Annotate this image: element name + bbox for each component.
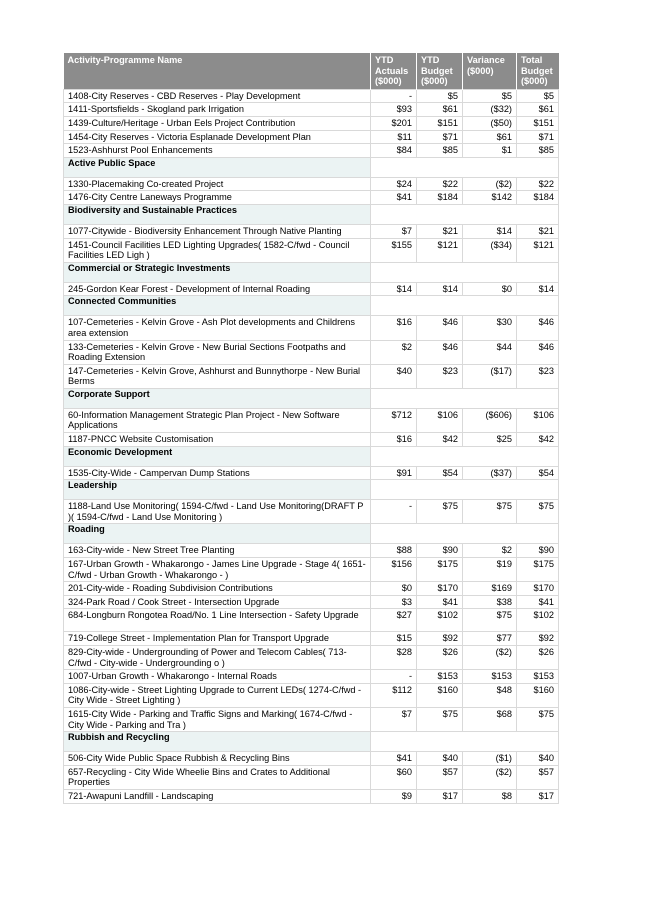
total-budget-cell: $75 bbox=[517, 707, 559, 731]
table-row bbox=[64, 558, 559, 582]
ytd-budget-cell: $17 bbox=[417, 789, 463, 803]
total-budget-cell: $92 bbox=[517, 632, 559, 646]
activity-name-cell: 1535-City-Wide - Campervan Dump Stations bbox=[64, 466, 371, 480]
variance-cell: ($17) bbox=[463, 364, 517, 388]
table-row bbox=[64, 144, 559, 158]
total-budget-cell: $57 bbox=[517, 765, 559, 789]
category-blank-cell bbox=[371, 446, 559, 466]
ytd-budget-cell: $54 bbox=[417, 466, 463, 480]
variance-cell: $0 bbox=[463, 282, 517, 296]
table-row bbox=[64, 646, 559, 670]
table-body bbox=[64, 89, 559, 803]
ytd-budget-cell: $21 bbox=[417, 224, 463, 238]
ytd-actuals-cell: $3 bbox=[371, 595, 417, 609]
total-budget-cell: $46 bbox=[517, 316, 559, 340]
table-row bbox=[64, 282, 559, 296]
table-row bbox=[64, 177, 559, 191]
ytd-actuals-cell: $7 bbox=[371, 224, 417, 238]
activity-name-cell: 657-Recycling - City Wide Wheelie Bins and Crates to Additional Properties bbox=[64, 765, 371, 789]
table-row bbox=[64, 340, 559, 364]
variance-cell: $1 bbox=[463, 144, 517, 158]
category-label: Economic Development bbox=[64, 446, 371, 466]
variance-cell: $38 bbox=[463, 595, 517, 609]
activity-name-cell: 1086-City-wide - Street Lighting Upgrade to Current LEDs( 1274-C/fwd - City Wide - Street Lighting ) bbox=[64, 683, 371, 707]
ytd-budget-cell: $106 bbox=[417, 408, 463, 432]
variance-cell: $2 bbox=[463, 544, 517, 558]
activity-name-cell: 1476-City Centre Laneways Programme bbox=[64, 191, 371, 205]
activity-name-cell: 721-Awapuni Landfill - Landscaping bbox=[64, 789, 371, 803]
activity-name-cell: 1330-Placemaking Co-created Project bbox=[64, 177, 371, 191]
header-total-budget: Total Budget ($000) bbox=[517, 53, 559, 89]
category-label: Corporate Support bbox=[64, 388, 371, 408]
table-row bbox=[64, 408, 559, 432]
ytd-budget-cell: $175 bbox=[417, 558, 463, 582]
activity-name-cell: 1411-Sportsfields - Skogland park Irrigation bbox=[64, 103, 371, 117]
category-row bbox=[64, 388, 559, 408]
total-budget-cell: $5 bbox=[517, 89, 559, 103]
header-ytd-actuals: YTD Actuals ($000) bbox=[371, 53, 417, 89]
activity-name-cell: 506-City Wide Public Space Rubbish & Recycling Bins bbox=[64, 752, 371, 766]
table-row bbox=[64, 609, 559, 632]
ytd-budget-cell: $71 bbox=[417, 130, 463, 144]
activity-name-cell: 1451-Council Facilities LED Lighting Upgrades( 1582-C/fwd - Council Facilities LED Ligh ) bbox=[64, 238, 371, 262]
table-row bbox=[64, 500, 559, 524]
activity-name-cell: 719-College Street - Implementation Plan for Transport Upgrade bbox=[64, 632, 371, 646]
variance-cell: $48 bbox=[463, 683, 517, 707]
ytd-actuals-cell: $40 bbox=[371, 364, 417, 388]
total-budget-cell: $85 bbox=[517, 144, 559, 158]
table-row bbox=[64, 707, 559, 731]
table-row bbox=[64, 116, 559, 130]
table-row bbox=[64, 670, 559, 684]
total-budget-cell: $170 bbox=[517, 582, 559, 596]
ytd-actuals-cell: $7 bbox=[371, 707, 417, 731]
table-row bbox=[64, 433, 559, 447]
activity-name-cell: 324-Park Road / Cook Street - Intersection Upgrade bbox=[64, 595, 371, 609]
category-label: Commercial or Strategic Investments bbox=[64, 262, 371, 282]
category-label: Rubbish and Recycling bbox=[64, 732, 371, 752]
total-budget-cell: $54 bbox=[517, 466, 559, 480]
table-row bbox=[64, 364, 559, 388]
category-row bbox=[64, 732, 559, 752]
table-row bbox=[64, 632, 559, 646]
variance-cell: ($2) bbox=[463, 765, 517, 789]
activity-name-cell: 201-City-wide - Roading Subdivision Contributions bbox=[64, 582, 371, 596]
total-budget-cell: $184 bbox=[517, 191, 559, 205]
total-budget-cell: $160 bbox=[517, 683, 559, 707]
table-row bbox=[64, 191, 559, 205]
total-budget-cell: $175 bbox=[517, 558, 559, 582]
ytd-budget-cell: $42 bbox=[417, 433, 463, 447]
ytd-budget-cell: $40 bbox=[417, 752, 463, 766]
category-label: Biodiversity and Sustainable Practices bbox=[64, 204, 371, 224]
ytd-actuals-cell: $156 bbox=[371, 558, 417, 582]
activity-name-cell: 1615-City Wide - Parking and Traffic Signs and Marking( 1674-C/fwd - City Wide - Parking and Tra ) bbox=[64, 707, 371, 731]
category-blank-cell bbox=[371, 204, 559, 224]
ytd-budget-cell: $170 bbox=[417, 582, 463, 596]
category-blank-cell bbox=[371, 388, 559, 408]
header-ytd-budget: YTD Budget ($000) bbox=[417, 53, 463, 89]
ytd-budget-cell: $90 bbox=[417, 544, 463, 558]
category-label: Leadership bbox=[64, 480, 371, 500]
category-blank-cell bbox=[371, 157, 559, 177]
total-budget-cell: $14 bbox=[517, 282, 559, 296]
header-variance: Variance ($000) bbox=[463, 53, 517, 89]
total-budget-cell: $26 bbox=[517, 646, 559, 670]
ytd-actuals-cell: $712 bbox=[371, 408, 417, 432]
activity-name-cell: 60-Information Management Strategic Plan Project - New Software Applications bbox=[64, 408, 371, 432]
table-row bbox=[64, 238, 559, 262]
category-row bbox=[64, 480, 559, 500]
variance-cell: $169 bbox=[463, 582, 517, 596]
category-blank-cell bbox=[371, 296, 559, 316]
ytd-budget-cell: $153 bbox=[417, 670, 463, 684]
table-row bbox=[64, 789, 559, 803]
total-budget-cell: $23 bbox=[517, 364, 559, 388]
ytd-budget-cell: $57 bbox=[417, 765, 463, 789]
category-blank-cell bbox=[371, 732, 559, 752]
ytd-actuals-cell: $9 bbox=[371, 789, 417, 803]
variance-cell: $68 bbox=[463, 707, 517, 731]
activity-name-cell: 245-Gordon Kear Forest - Development of Internal Roading bbox=[64, 282, 371, 296]
category-label: Active Public Space bbox=[64, 157, 371, 177]
table-row bbox=[64, 466, 559, 480]
activity-name-cell: 1408-City Reserves - CBD Reserves - Play Development bbox=[64, 89, 371, 103]
table-row bbox=[64, 316, 559, 340]
capital-programme-table bbox=[63, 53, 559, 804]
ytd-actuals-cell: $201 bbox=[371, 116, 417, 130]
activity-name-cell: 1077-Citywide - Biodiversity Enhancement Through Native Planting bbox=[64, 224, 371, 238]
variance-cell: $5 bbox=[463, 89, 517, 103]
variance-cell: $142 bbox=[463, 191, 517, 205]
total-budget-cell: $102 bbox=[517, 609, 559, 632]
total-budget-cell: $42 bbox=[517, 433, 559, 447]
activity-name-cell: 1523-Ashhurst Pool Enhancements bbox=[64, 144, 371, 158]
variance-cell: ($50) bbox=[463, 116, 517, 130]
ytd-actuals-cell: $60 bbox=[371, 765, 417, 789]
table-row bbox=[64, 103, 559, 117]
total-budget-cell: $153 bbox=[517, 670, 559, 684]
total-budget-cell: $106 bbox=[517, 408, 559, 432]
ytd-budget-cell: $46 bbox=[417, 316, 463, 340]
ytd-budget-cell: $121 bbox=[417, 238, 463, 262]
activity-name-cell: 1007-Urban Growth - Whakarongo - Internal Roads bbox=[64, 670, 371, 684]
variance-cell: ($2) bbox=[463, 646, 517, 670]
activity-name-cell: 829-City-wide - Undergrounding of Power and Telecom Cables( 713-C/fwd - City-wide - Undergrounding o ) bbox=[64, 646, 371, 670]
total-budget-cell: $90 bbox=[517, 544, 559, 558]
table-row bbox=[64, 595, 559, 609]
ytd-actuals-cell: $93 bbox=[371, 103, 417, 117]
ytd-budget-cell: $5 bbox=[417, 89, 463, 103]
activity-name-cell: 167-Urban Growth - Whakarongo - James Line Upgrade - Stage 4( 1651-C/fwd - Urban Growth - Whakarongo - ) bbox=[64, 558, 371, 582]
variance-cell: $61 bbox=[463, 130, 517, 144]
variance-cell: $8 bbox=[463, 789, 517, 803]
activity-name-cell: 1187-PNCC Website Customisation bbox=[64, 433, 371, 447]
ytd-budget-cell: $151 bbox=[417, 116, 463, 130]
ytd-actuals-cell: $16 bbox=[371, 316, 417, 340]
category-label: Roading bbox=[64, 524, 371, 544]
ytd-actuals-cell: $24 bbox=[371, 177, 417, 191]
total-budget-cell: $75 bbox=[517, 500, 559, 524]
table-row bbox=[64, 752, 559, 766]
ytd-budget-cell: $41 bbox=[417, 595, 463, 609]
table-row bbox=[64, 130, 559, 144]
table-row bbox=[64, 544, 559, 558]
ytd-actuals-cell: $11 bbox=[371, 130, 417, 144]
ytd-actuals-cell: - bbox=[371, 500, 417, 524]
ytd-budget-cell: $61 bbox=[417, 103, 463, 117]
variance-cell: $19 bbox=[463, 558, 517, 582]
ytd-actuals-cell: $84 bbox=[371, 144, 417, 158]
variance-cell: $75 bbox=[463, 500, 517, 524]
header-activity-name: Activity-Programme Name bbox=[64, 53, 371, 89]
ytd-actuals-cell: $0 bbox=[371, 582, 417, 596]
ytd-budget-cell: $14 bbox=[417, 282, 463, 296]
ytd-actuals-cell: $16 bbox=[371, 433, 417, 447]
ytd-budget-cell: $184 bbox=[417, 191, 463, 205]
ytd-budget-cell: $23 bbox=[417, 364, 463, 388]
table-row bbox=[64, 765, 559, 789]
variance-cell: ($2) bbox=[463, 177, 517, 191]
activity-name-cell: 1439-Culture/Heritage - Urban Eels Project Contribution bbox=[64, 116, 371, 130]
table-row bbox=[64, 224, 559, 238]
category-row bbox=[64, 262, 559, 282]
ytd-actuals-cell: $14 bbox=[371, 282, 417, 296]
table-row bbox=[64, 582, 559, 596]
total-budget-cell: $22 bbox=[517, 177, 559, 191]
ytd-actuals-cell: $28 bbox=[371, 646, 417, 670]
total-budget-cell: $151 bbox=[517, 116, 559, 130]
ytd-actuals-cell: - bbox=[371, 670, 417, 684]
category-row bbox=[64, 446, 559, 466]
total-budget-cell: $61 bbox=[517, 103, 559, 117]
ytd-actuals-cell: $15 bbox=[371, 632, 417, 646]
activity-name-cell: 1454-City Reserves - Victoria Esplanade Development Plan bbox=[64, 130, 371, 144]
variance-cell: $75 bbox=[463, 609, 517, 632]
ytd-budget-cell: $92 bbox=[417, 632, 463, 646]
category-row bbox=[64, 296, 559, 316]
activity-name-cell: 147-Cemeteries - Kelvin Grove, Ashhurst and Bunnythorpe - New Burial Berms bbox=[64, 364, 371, 388]
ytd-budget-cell: $160 bbox=[417, 683, 463, 707]
ytd-budget-cell: $46 bbox=[417, 340, 463, 364]
category-blank-cell bbox=[371, 524, 559, 544]
activity-name-cell: 107-Cemeteries - Kelvin Grove - Ash Plot developments and Childrens area extension bbox=[64, 316, 371, 340]
table-header-row bbox=[64, 53, 559, 89]
table-row bbox=[64, 89, 559, 103]
total-budget-cell: $40 bbox=[517, 752, 559, 766]
total-budget-cell: $121 bbox=[517, 238, 559, 262]
ytd-budget-cell: $26 bbox=[417, 646, 463, 670]
variance-cell: ($1) bbox=[463, 752, 517, 766]
ytd-actuals-cell: $155 bbox=[371, 238, 417, 262]
variance-cell: $153 bbox=[463, 670, 517, 684]
variance-cell: $25 bbox=[463, 433, 517, 447]
variance-cell: ($37) bbox=[463, 466, 517, 480]
total-budget-cell: $46 bbox=[517, 340, 559, 364]
total-budget-cell: $71 bbox=[517, 130, 559, 144]
category-blank-cell bbox=[371, 262, 559, 282]
category-row bbox=[64, 524, 559, 544]
activity-name-cell: 684-Longburn Rongotea Road/No. 1 Line Intersection - Safety Upgrade bbox=[64, 609, 371, 632]
table-row bbox=[64, 683, 559, 707]
variance-cell: $30 bbox=[463, 316, 517, 340]
activity-name-cell: 133-Cemeteries - Kelvin Grove - New Burial Sections Footpaths and Roading Extension bbox=[64, 340, 371, 364]
ytd-budget-cell: $22 bbox=[417, 177, 463, 191]
total-budget-cell: $21 bbox=[517, 224, 559, 238]
category-label: Connected Communities bbox=[64, 296, 371, 316]
ytd-actuals-cell: $91 bbox=[371, 466, 417, 480]
activity-name-cell: 163-City-wide - New Street Tree Planting bbox=[64, 544, 371, 558]
ytd-actuals-cell: $41 bbox=[371, 191, 417, 205]
variance-cell: ($34) bbox=[463, 238, 517, 262]
variance-cell: $44 bbox=[463, 340, 517, 364]
activity-name-cell: 1188-Land Use Monitoring( 1594-C/fwd - Land Use Monitoring(DRAFT P )( 1594-C/fwd - Land Use Monitoring ) bbox=[64, 500, 371, 524]
ytd-budget-cell: $75 bbox=[417, 707, 463, 731]
total-budget-cell: $41 bbox=[517, 595, 559, 609]
ytd-actuals-cell: $27 bbox=[371, 609, 417, 632]
ytd-actuals-cell: $88 bbox=[371, 544, 417, 558]
ytd-actuals-cell: $2 bbox=[371, 340, 417, 364]
total-budget-cell: $17 bbox=[517, 789, 559, 803]
category-row bbox=[64, 157, 559, 177]
category-row bbox=[64, 204, 559, 224]
ytd-budget-cell: $102 bbox=[417, 609, 463, 632]
variance-cell: $77 bbox=[463, 632, 517, 646]
ytd-budget-cell: $85 bbox=[417, 144, 463, 158]
ytd-budget-cell: $75 bbox=[417, 500, 463, 524]
category-blank-cell bbox=[371, 480, 559, 500]
variance-cell: ($606) bbox=[463, 408, 517, 432]
ytd-actuals-cell: $41 bbox=[371, 752, 417, 766]
ytd-actuals-cell: $112 bbox=[371, 683, 417, 707]
ytd-actuals-cell: - bbox=[371, 89, 417, 103]
variance-cell: ($32) bbox=[463, 103, 517, 117]
variance-cell: $14 bbox=[463, 224, 517, 238]
